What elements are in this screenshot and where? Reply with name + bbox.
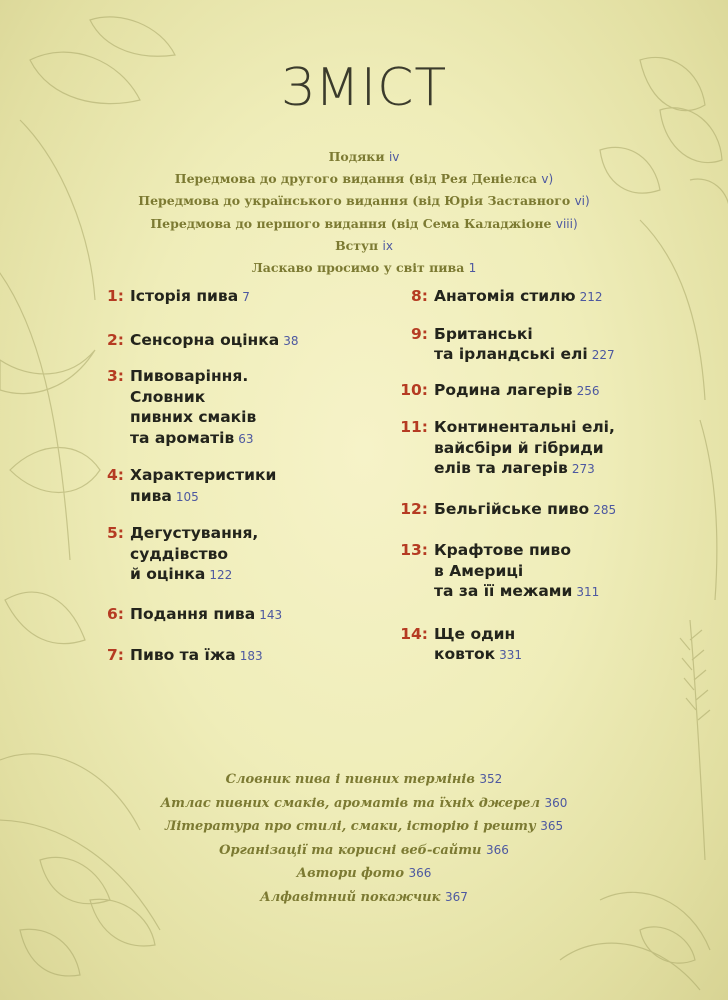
- page-number: 143: [259, 607, 283, 622]
- chapter-title: Пивоваріння. Словник пивних смаків та ароматів 63: [130, 367, 257, 447]
- page-number: 105: [175, 489, 199, 504]
- page-number: 366: [485, 842, 509, 857]
- chapter-title: Крафтове пиво в Америці та за її межами 311: [434, 541, 600, 600]
- entry-title: Подяки: [328, 149, 385, 164]
- page-number: 366: [408, 866, 432, 881]
- chapter-title: Сенсорна оцінка 38: [130, 330, 299, 349]
- chapter-title: Анатомія стилю 212: [434, 287, 603, 305]
- page-number: 183: [239, 649, 263, 663]
- page-number: 331: [499, 648, 523, 662]
- page-number: ix: [382, 238, 393, 253]
- page-number: 360: [544, 795, 568, 810]
- toc-entry-welcome[interactable]: [60, 257, 668, 279]
- page-number: 122: [209, 568, 233, 582]
- page-number: v): [541, 172, 554, 187]
- page-number: iv: [388, 150, 400, 164]
- chapter-number: 11:: [400, 418, 428, 436]
- toc-entry-acknowledgements[interactable]: [60, 146, 668, 168]
- toc-entry-literature[interactable]: [60, 815, 668, 839]
- toc-entry-index[interactable]: [60, 886, 668, 910]
- chapter-6[interactable]: [100, 604, 370, 626]
- chapter-4[interactable]: [100, 465, 370, 507]
- chapter-title: Ще один ковток 331: [434, 624, 523, 663]
- chapter-9[interactable]: [396, 324, 706, 366]
- entry-title: Атлас пивних смаків, ароматів та їхніх джерел: [160, 795, 540, 811]
- chapter-title: Британські та ірландські елі 227: [434, 324, 615, 363]
- page-number: 63: [238, 431, 254, 446]
- entry-title: Передмова до другого видання (від Рея Деніелса: [174, 171, 538, 187]
- chapter-number: 4:: [107, 466, 124, 484]
- toc-entry-photo-credits[interactable]: [60, 862, 668, 886]
- chapter-number: 5:: [107, 524, 124, 542]
- chapter-title: Історія пива 7: [130, 287, 250, 305]
- entry-title: Алфавітний покажчик: [260, 889, 441, 905]
- chapter-number: 13:: [400, 541, 428, 559]
- chapter-title: Пиво та їжа 183: [130, 646, 263, 664]
- page-number: 256: [576, 383, 600, 398]
- chapter-number: 9:: [411, 324, 428, 343]
- page-number: 38: [283, 333, 299, 348]
- chapter-title: Континентальні елі, вайсбіри й гібриди елів та лагерів 273: [434, 418, 615, 477]
- chapters-right-column: [396, 286, 706, 666]
- front-matter-list: [60, 146, 668, 279]
- entry-title: Передмова до українського видання (від Юрія Заставного: [138, 193, 571, 209]
- chapter-number: 7:: [107, 646, 124, 664]
- toc-entry-preface-second-edition[interactable]: [60, 168, 668, 190]
- page-title: ЗМІСТ: [280, 58, 448, 118]
- chapter-number: 14:: [400, 624, 428, 643]
- page-number: 367: [444, 889, 468, 904]
- chapter-10[interactable]: [396, 380, 706, 402]
- toc-entry-flavor-atlas[interactable]: [60, 792, 668, 816]
- chapter-number: 10:: [400, 380, 428, 399]
- chapter-13[interactable]: [396, 540, 706, 603]
- chapter-1[interactable]: [100, 286, 370, 308]
- chapter-title: Родина лагерів 256: [434, 380, 600, 399]
- page-number: 285: [593, 502, 617, 517]
- chapters-left-column: [100, 286, 370, 667]
- page-number: 227: [591, 348, 615, 362]
- page-number: 7: [242, 290, 250, 304]
- chapter-12[interactable]: [396, 499, 706, 521]
- chapter-5[interactable]: [100, 523, 370, 586]
- page-number: 273: [571, 462, 595, 476]
- chapter-title: Бельгійське пиво 285: [434, 499, 617, 518]
- chapter-title: Дегустування, суддівство й оцінка 122: [130, 524, 259, 583]
- chapter-8[interactable]: [396, 286, 706, 308]
- chapter-number: 8:: [411, 287, 428, 305]
- entry-title: Вступ: [335, 237, 379, 253]
- entry-title: Ласкаво просимо у світ пива: [251, 260, 465, 276]
- entry-title: Словник пива і пивних термінів: [225, 772, 475, 787]
- page-number: 352: [479, 772, 503, 786]
- chapter-11[interactable]: [396, 417, 706, 480]
- chapter-number: 2:: [107, 330, 124, 349]
- page-number: 1: [468, 261, 477, 276]
- page-number: vi): [574, 194, 590, 209]
- page-number: viii): [555, 216, 578, 231]
- chapter-number: 3:: [107, 367, 124, 385]
- back-matter-list: [60, 768, 668, 910]
- chapter-2[interactable]: [100, 330, 370, 352]
- entry-title: Організації та корисні веб-сайти: [219, 842, 482, 858]
- page-number: 311: [576, 585, 600, 599]
- page-number: 212: [579, 290, 603, 304]
- chapter-3[interactable]: [100, 366, 370, 449]
- chapter-14[interactable]: [396, 624, 706, 666]
- entry-title: Література про стилі, смаки, історію і решту: [164, 819, 536, 835]
- chapter-title: Характеристики пива 105: [130, 466, 277, 505]
- toc-entry-preface-first-edition[interactable]: [60, 213, 668, 235]
- toc-entry-preface-ukrainian-edition[interactable]: [60, 190, 668, 212]
- chapter-number: 6:: [107, 604, 124, 623]
- toc-entry-organizations[interactable]: [60, 839, 668, 863]
- toc-entry-glossary[interactable]: [60, 768, 668, 792]
- chapter-title: Подання пива 143: [130, 604, 283, 623]
- entry-title: Автори фото: [296, 866, 404, 882]
- toc-entry-introduction[interactable]: [60, 235, 668, 257]
- page-number: 365: [540, 819, 564, 834]
- chapter-number: 1:: [107, 287, 124, 305]
- entry-title: Передмова до першого видання (від Сема Каладжіоне: [150, 215, 552, 231]
- chapter-number: 12:: [400, 499, 428, 518]
- chapter-7[interactable]: [100, 645, 370, 667]
